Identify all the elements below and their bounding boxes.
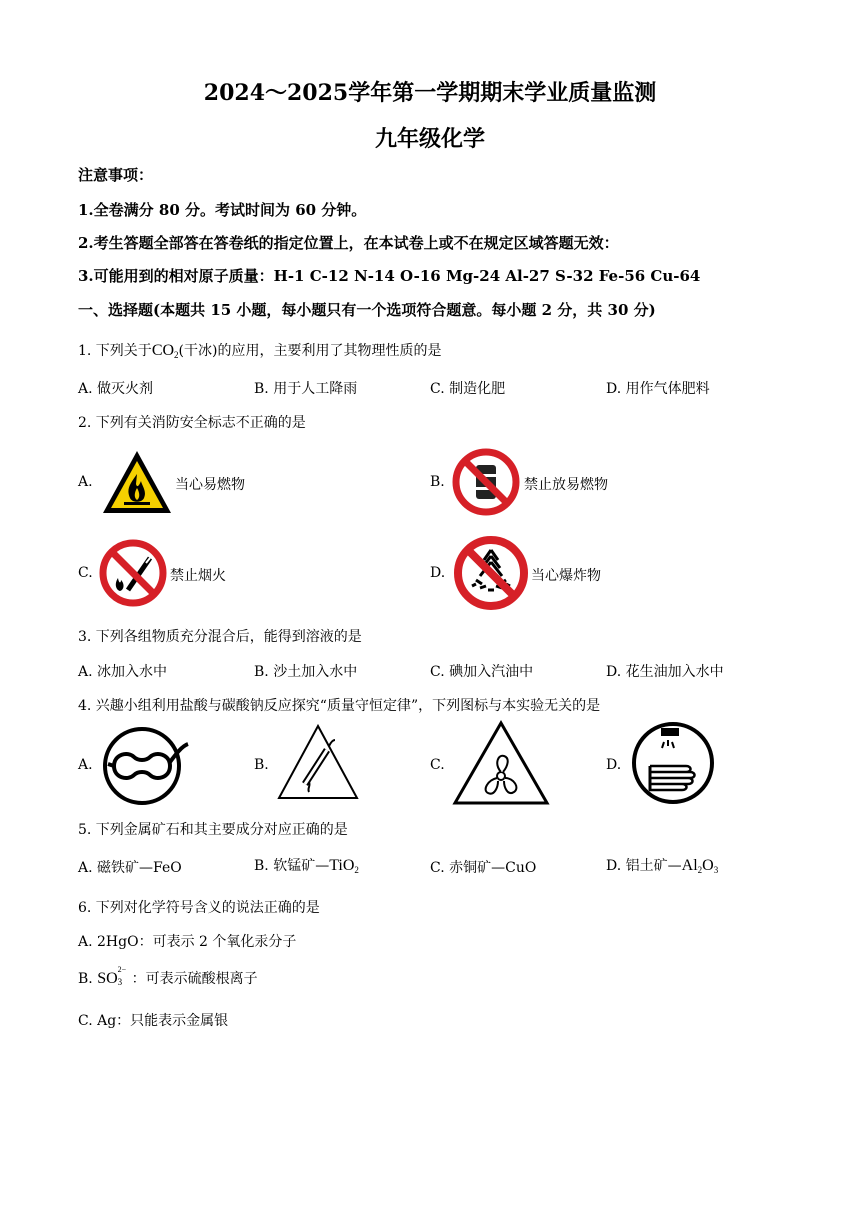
- page-subtitle: 九年级化学: [374, 126, 485, 152]
- q3-option-c[interactable]: C. 碘加入汽油中: [430, 664, 534, 680]
- no-flammable-storage-icon: [451, 447, 521, 517]
- q1-option-a[interactable]: A. 做灭火剂: [78, 381, 154, 397]
- q2-option-b-caption: 禁止放易燃物: [524, 477, 608, 493]
- explosive-prohibited-icon: [452, 534, 530, 612]
- sulfite-ion-formula: SO 3 2−: [97, 965, 127, 987]
- q6-option-b[interactable]: B. SO 3 2− ：可表示硫酸根离子: [78, 965, 258, 987]
- question-3-stem: 3. 下列各组物质充分混合后，能得到溶液的是: [78, 629, 362, 645]
- goggles-icon: [100, 724, 192, 806]
- no-smoking-fire-icon: [98, 538, 168, 608]
- q4-option-a-letter[interactable]: A.: [78, 757, 93, 773]
- question-1-stem: 1. 下列关于$CO_2$(干冰)的应用，主要利用了其物理性质的是: [78, 342, 442, 360]
- q3-option-d[interactable]: D. 花生油加入水中: [606, 664, 724, 680]
- note-item-2: 2.考生答题全部答在答卷纸的指定位置上，在本试卷上或不在规定区域答题无效：: [78, 234, 619, 252]
- q1-option-c[interactable]: C. 制造化肥: [430, 381, 506, 397]
- q2-option-b-letter[interactable]: B.: [430, 474, 445, 490]
- q5-option-c[interactable]: C. 赤铜矿—CuO: [430, 860, 537, 876]
- notes-heading: 注意事项：: [78, 166, 154, 184]
- question-2-stem: 2. 下列有关消防安全标志不正确的是: [78, 415, 306, 431]
- q2-option-a-letter[interactable]: A.: [78, 474, 93, 490]
- q4-option-b-letter[interactable]: B.: [254, 757, 269, 773]
- q2-option-a-caption: 当心易燃物: [175, 477, 245, 493]
- page-title: 2024～2025学年第一学期期末学业质量监测: [203, 80, 657, 106]
- q1-option-b[interactable]: B. 用于人工降雨: [254, 381, 358, 397]
- question-4-stem: 4. 兴趣小组利用盐酸与碳酸钠反应探究“质量守恒定律”，下列图标与本实验无关的是: [78, 698, 601, 714]
- note-item-3: 3.可能用到的相对原子质量：H-1 C-12 N-14 O-16 Mg-24 Al-27 S-32 Fe-56 Cu-64: [78, 267, 701, 285]
- question-6-stem: 6. 下列对化学符号含义的说法正确的是: [78, 900, 320, 916]
- section-heading: 一、选择题(本题共 15 小题，每小题只有一个选项符合题意。每小题 2 分，共 30 分): [78, 301, 656, 319]
- q1-option-d[interactable]: D. 用作气体肥料: [606, 381, 710, 397]
- question-5-stem: 5. 下列金属矿石和其主要成分对应正确的是: [78, 822, 348, 838]
- flammable-warning-icon: [100, 448, 174, 516]
- q3-option-a[interactable]: A. 冰加入水中: [78, 664, 168, 680]
- q5-option-b[interactable]: B. 软锰矿—TiO$_2$: [254, 857, 359, 875]
- q5-option-d[interactable]: D. 铝土矿$—Al_2O_3$: [606, 857, 719, 875]
- q2-option-c-letter[interactable]: C.: [78, 565, 93, 581]
- hot-hazard-icon: [275, 722, 361, 802]
- q4-option-d-letter[interactable]: D.: [606, 757, 622, 773]
- q2-option-c-caption: 禁止烟火: [170, 568, 226, 584]
- q6-option-a[interactable]: A. 2HgO：可表示 2 个氧化汞分子: [78, 934, 297, 950]
- q4-option-c-letter[interactable]: C.: [430, 757, 445, 773]
- wash-hands-icon: [628, 720, 718, 806]
- note-item-1: 1.全卷满分 80 分。考试时间为 60 分钟。: [78, 201, 367, 219]
- ventilation-fan-icon: [452, 720, 550, 806]
- q6-option-c[interactable]: C. Ag：只能表示金属银: [78, 1013, 229, 1029]
- q2-option-d-letter[interactable]: D.: [430, 565, 446, 581]
- q3-option-b[interactable]: B. 沙土加入水中: [254, 664, 358, 680]
- q5-option-a[interactable]: A. 磁铁矿—FeO: [78, 860, 182, 876]
- co2-formula: $CO_2$: [151, 342, 179, 360]
- q2-option-d-caption: 当心爆炸物: [531, 568, 601, 584]
